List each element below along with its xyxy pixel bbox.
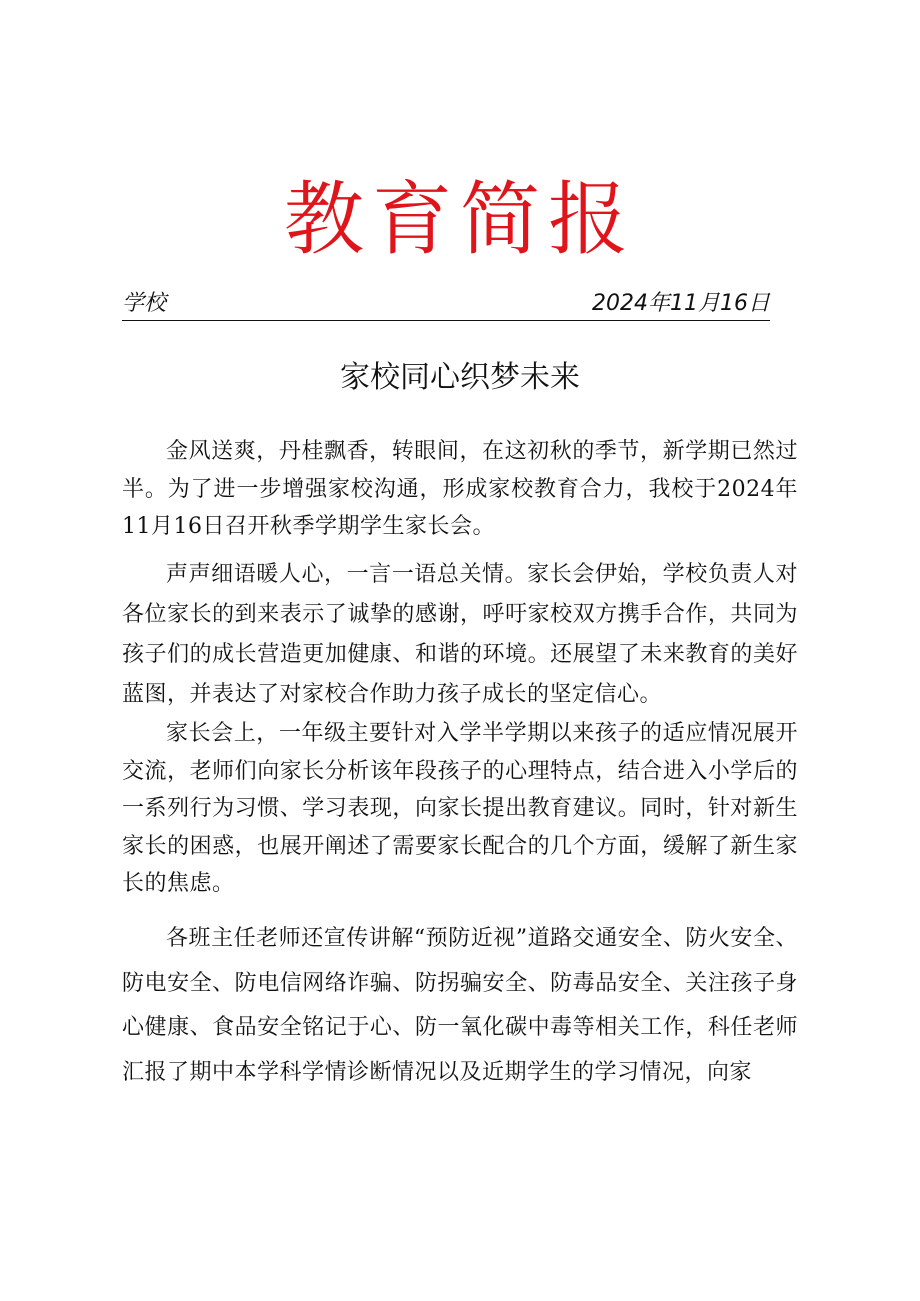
school-label: 学校 <box>122 291 167 316</box>
paragraph-1: 金风送爽，丹桂飘香，转眼间，在这初秋的季节，新学期已然过半。为了进一步增强家校沟通，形成家校教育合力，我校于2024年11月16日召开秋季学期学生家长会。 <box>122 439 798 539</box>
paragraph-4: 各班主任老师还宣传讲解“预防近视”道路交通安全、防火安全、防电安全、防电信网络诈骗、防拐骗安全、防毒品安全、关注孩子身心健康、食品安全铭记于心、防一氧化碳中毒等相关工作，科任老师汇报了期中本学科学情诊断情况以及近期学生的学习情况，向家 <box>122 926 798 1085</box>
paragraph-3: 家长会上，一年级主要针对入学半学期以来孩子的适应情况展开交流，老师们向家长分析该年段孩子的心理特点，结合进入小学后的一系列行为习惯、学习表现，向家长提出教育建议。同时，针对新生家长的困惑，也展开阐述了需要家长配合的几个方面，缓解了新生家长的焦虑。 <box>122 721 798 896</box>
masthead-title: 教育简报 <box>284 173 636 266</box>
paragraph-2: 声声细语暖人心，一言一语总关情。家长会伊始，学校负责人对各位家长的到来表示了诚挚的感谢，呼吁家校双方携手合作，共同为孩子们的成长营造更加健康、和谐的环境。还展望了未来教育的美好蓝图，并表达了对家校合作助力孩子成长的坚定信心。 <box>122 562 798 707</box>
article-title: 家校同心织梦未来 <box>340 360 580 395</box>
info-line <box>122 288 770 321</box>
issue-date: 2024年11月16日 <box>592 291 770 316</box>
